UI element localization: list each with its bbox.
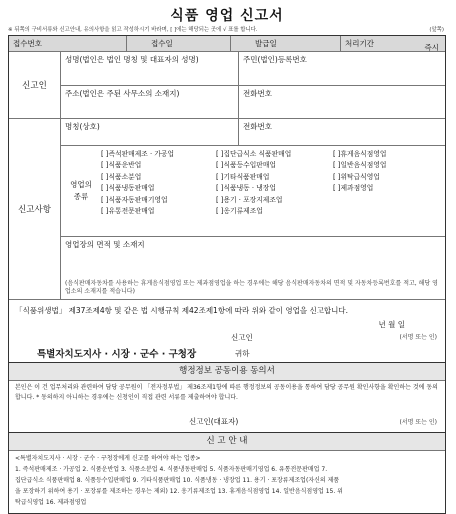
guide-line: 탁급식영업 16. 제과점영업 [15, 499, 87, 506]
reporter-sign[interactable]: (서명 또는 인) [399, 334, 437, 341]
applicant-label: 신고인 [9, 52, 61, 118]
area-note: (음식판매자동차를 사용하는 휴게음식점영업 또는 제과점영업을 하는 경우에는 해당 음식판매자동차의 면적 및 자동차등록번호를 적고, 해당 영업소의 소재지를 적습니다) [65, 280, 438, 295]
instruction-text: ※ 뒤쪽의 구비서류와 신고안내, 유의사항을 읽고 작성하시기 바라며, [ ]에는 해당되는 곳에 √ 표를 합니다. [8, 27, 258, 33]
receipt-date-field[interactable]: 접수일 [127, 36, 231, 51]
guide-text [9, 451, 445, 510]
checkbox-item[interactable]: [ ]식품소분업 [101, 172, 142, 181]
trade-name-field[interactable]: 명칭(상호) [61, 119, 239, 145]
declaration-text: 「식품위생법」 제37조제4항 및 같은 법 시행규칙 제42조제1항에 따라 위와 같이 영업을 신고합니다. [15, 306, 349, 315]
business-type-label: 영업의 종류 [70, 180, 92, 201]
period-label: 처리기간 [345, 39, 374, 48]
checkbox-item[interactable]: [ ]기타식품판매업 [216, 172, 270, 181]
consent-sign[interactable]: (서명 또는 인) [399, 419, 437, 426]
instruction-note [8, 25, 446, 35]
recipient-suffix: 귀하 [235, 349, 250, 358]
guide-line: 을 포장하기 위하여 용기 · 포장류를 제조하는 경우는 제외) 12. 옹기류제조업 13. 휴게음식점영업 14. 일반음식점영업 15. 위 [15, 488, 343, 495]
checkbox-item[interactable]: [ ]식품냉동판매업 [101, 184, 155, 193]
consent-block [9, 363, 445, 433]
page-side: (앞쪽) [429, 27, 444, 33]
checkbox-item[interactable]: [ ]옹기류제조업 [216, 207, 263, 216]
checkbox-item[interactable]: [ ]위탁급식영업 [333, 172, 380, 181]
guide-subtitle: <특별자치도지사 · 시장 · 군수 · 구청장에게 신고를 하여야 하는 업종> [15, 455, 201, 462]
consent-reporter: 신고인(대표자) [189, 417, 239, 426]
consent-title: 행정정보 공동이용 동의서 [9, 363, 445, 381]
checkbox-item[interactable]: [ ]휴게음식점영업 [333, 150, 387, 158]
recipient: 특별자치도지사 · 시장 · 군수 · 구청장 [37, 349, 197, 360]
checkbox-item[interactable]: [ ]일반음식점영업 [333, 161, 387, 170]
issue-date-field[interactable]: 발급일 [231, 36, 341, 51]
declaration-date: 년 월 일 [378, 320, 405, 329]
checkbox-item[interactable]: [ ]유통전문판매업 [101, 207, 155, 216]
guide-block [9, 433, 445, 513]
applicant-address-field[interactable]: 주소(법인은 주된 사무소의 소재지) [61, 86, 239, 118]
business-section [9, 119, 445, 300]
receipt-row [9, 36, 445, 52]
form-frame [8, 35, 446, 514]
guide-line: 집단급식소 식품판매업 8. 식품등수입판매업 9. 기타식품판매업 10. 식품냉동 · 냉장업 11. 용기 · 포장류제조업(자신의 제품 [15, 477, 340, 484]
processing-period [341, 36, 445, 51]
guide-line: 1. 즉석판매제조 · 가공업 2. 식품운반업 3. 식품소분업 4. 식품냉동판매업 5. 식품자동판매기영업 6. 유통전문판매업 7. [15, 466, 328, 473]
applicant-section [9, 52, 445, 119]
resident-number-field[interactable]: 주민(법인)등록번호 [243, 55, 307, 64]
applicant-phone-field[interactable]: 전화번호 [243, 89, 272, 98]
form-title: 식품 영업 신고서 [170, 8, 284, 24]
type-column-3 [333, 149, 433, 236]
checkbox-item[interactable]: [ ]식품운반업 [101, 161, 142, 170]
guide-title: 신 고 안 내 [9, 433, 445, 451]
checkbox-item[interactable]: [ ]집단급식소 식품판매업 [216, 150, 292, 158]
business-type-block [61, 146, 445, 237]
checkbox-item[interactable]: [ ]식품냉동 · 냉장업 [216, 184, 276, 193]
checkbox-item[interactable]: [ ]즉석판매제조 · 가공업 [101, 150, 175, 158]
consent-text: 본인은 이 건 업무처리와 관련하여 담당 공무원이 「전자정부법」 제36조제1항에 따른 행정정보의 공동이용을 통하여 담당 공무원 확인사항을 확인하는 것에 동의합니다. * 동의하지 아니하는 경우에는 신청인이 직접 관련 서류를 제출하여야 합니다. [15, 384, 438, 401]
business-area-field[interactable]: 영업장의 면적 및 소재지 [65, 240, 145, 249]
type-column-1 [101, 149, 216, 236]
checkbox-item[interactable]: [ ]식품자동판매기영업 [101, 195, 168, 204]
checkbox-item[interactable]: [ ]제과점영업 [333, 184, 374, 193]
receipt-number-field[interactable]: 접수번호 [9, 36, 127, 51]
checkbox-item[interactable]: [ ]용기 · 포장지제조업 [216, 195, 283, 204]
business-phone-field[interactable]: 전화번호 [243, 122, 272, 131]
period-value: 즉시 [424, 43, 439, 52]
reporter-label: 신고인 [231, 333, 253, 342]
business-label: 신고사항 [9, 119, 61, 299]
type-column-2 [216, 149, 333, 236]
declaration-block [9, 300, 445, 363]
checkbox-item[interactable]: [ ]식품등수입판매업 [216, 161, 276, 170]
applicant-name-field[interactable]: 성명(법인은 법인 명칭 및 대표자의 성명) [61, 52, 239, 85]
